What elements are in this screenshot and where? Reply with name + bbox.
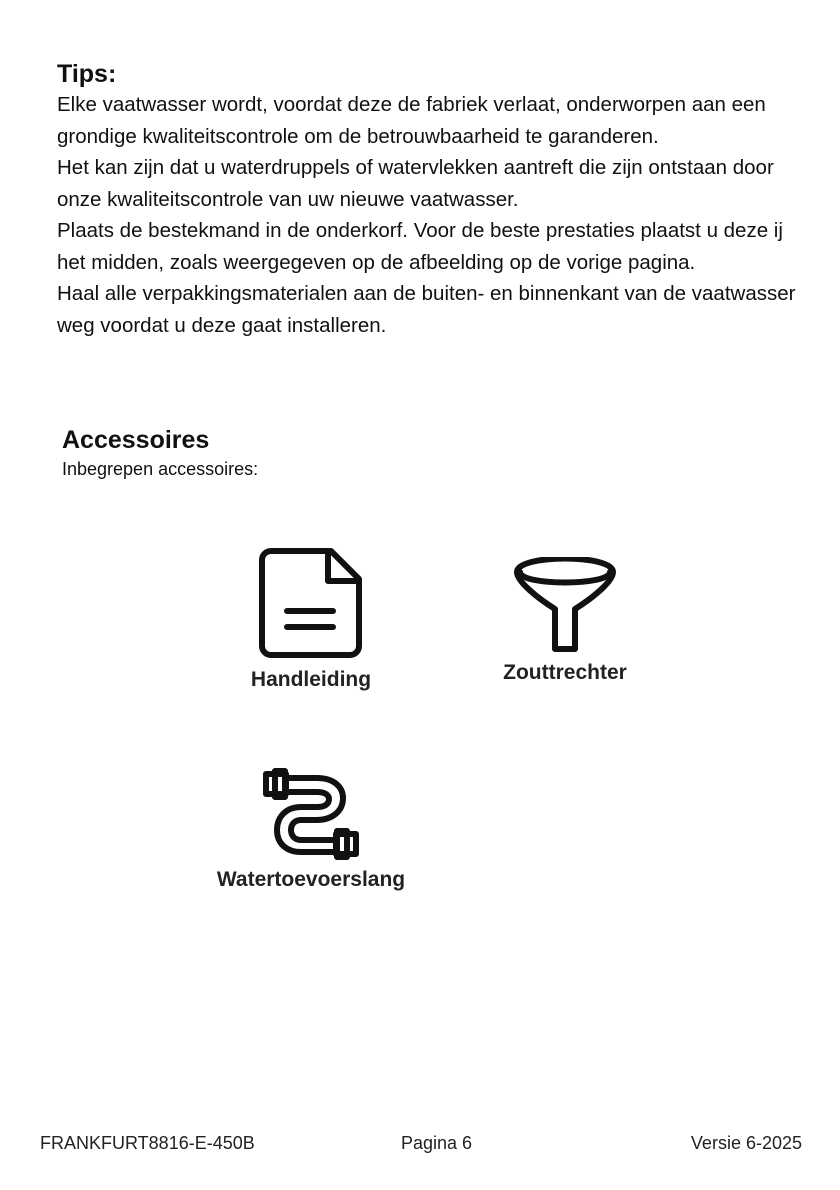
- tips-paragraph-2: Het kan zijn dat u waterdruppels of watervlekken aantreft die zijn ontstaan door onze kwaliteitscontrole van uw nieuwe vaatwasser.: [57, 156, 774, 211]
- funnel-icon: [513, 557, 617, 653]
- accessory-label-manual: Handleiding: [250, 668, 372, 691]
- document-icon: [259, 548, 363, 660]
- accessory-label-water-hose: Watertoevoerslang: [216, 868, 406, 891]
- accessories-heading: Accessoires: [62, 426, 210, 454]
- accessory-salt-funnel: [460, 557, 670, 685]
- accessory-label-salt-funnel: Zouttrechter: [503, 661, 627, 684]
- accessory-water-hose: [186, 768, 436, 892]
- accessories-intro: Inbegrepen accessoires:: [62, 459, 259, 479]
- tips-heading: Tips:: [57, 60, 117, 88]
- accessory-manual: [206, 548, 416, 692]
- footer-model: FRANKFURT8816-E-450B: [40, 1133, 255, 1153]
- footer-page-number: Pagina 6: [401, 1133, 473, 1153]
- tips-body: [57, 89, 797, 341]
- footer-version: Versie 6-2025: [690, 1133, 802, 1153]
- hose-icon: [259, 768, 363, 860]
- tips-paragraph-3: Plaats de bestekmand in de onderkorf. Voor de beste prestaties plaatst u deze ij het midden, zoals weergegeven op de afbeelding op de vorige pagina.: [57, 219, 783, 274]
- tips-paragraph-4: Haal alle verpakkingsmaterialen aan de buiten- en binnenkant van de vaatwasser weg voordat u deze gaat installeren.: [57, 282, 796, 337]
- tips-paragraph-1: Elke vaatwasser wordt, voordat deze de fabriek verlaat, onderworpen aan een grondige kwaliteitscontrole om de betrouwbaarheid te garanderen.: [57, 93, 766, 148]
